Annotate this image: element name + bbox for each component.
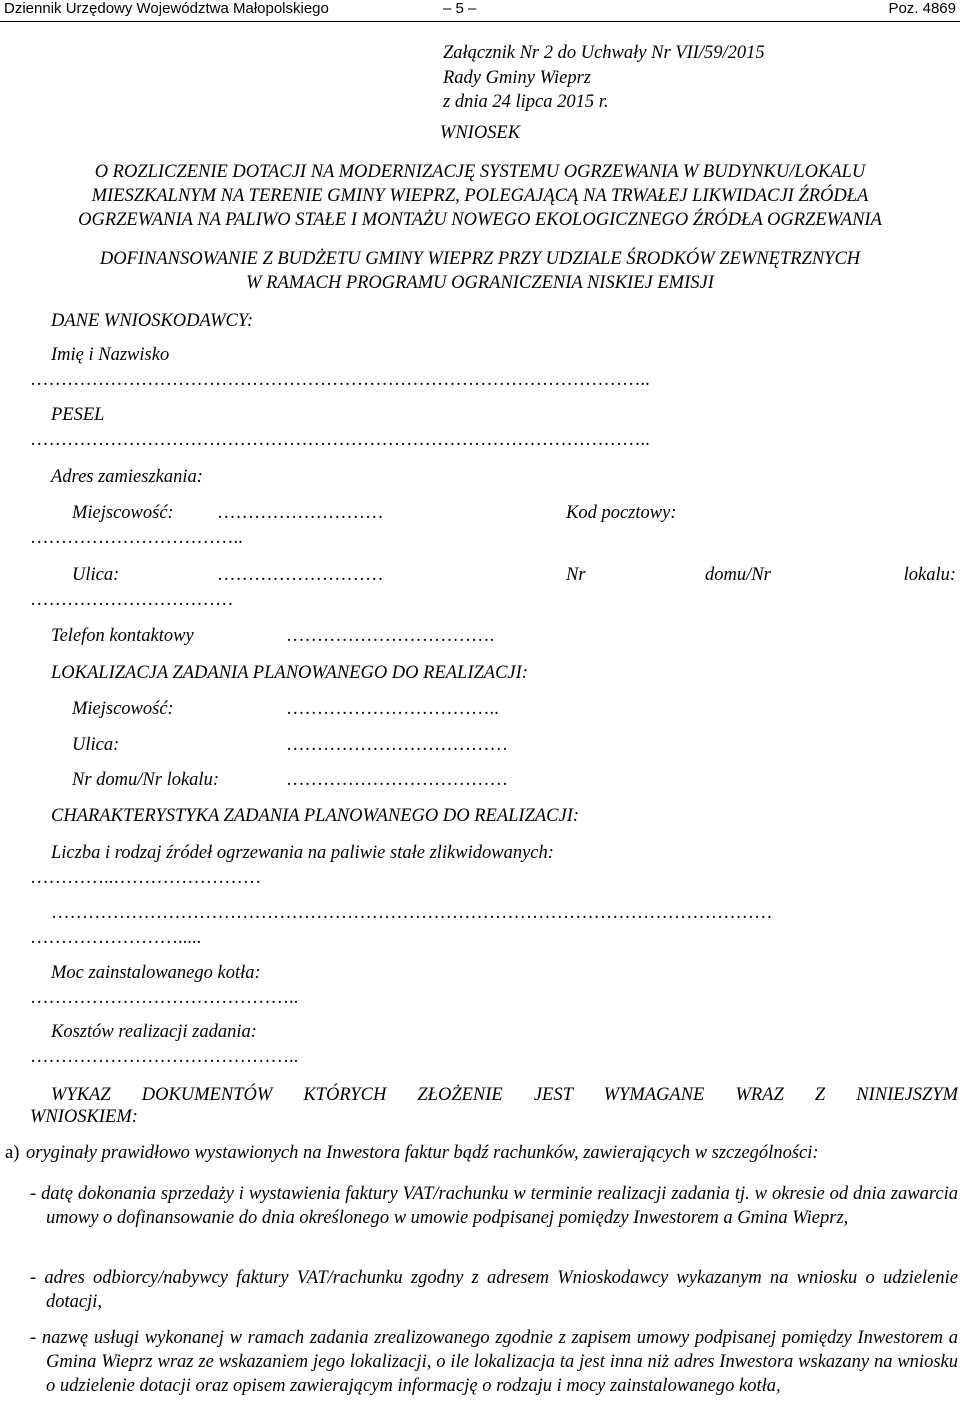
location-house-label: Nr domu/Nr lokalu: [72, 770, 219, 790]
house-nr-label-lokalu: lokalu: [903, 565, 956, 585]
name-field[interactable]: ……………………………………………………………………………………….. [30, 370, 650, 390]
location-street-field[interactable]: ……………………………… [286, 735, 508, 755]
documents-heading-line-2: WNIOSKIEM: [30, 1107, 138, 1127]
location-city-label: Miejscowość: [72, 699, 174, 719]
pesel-field[interactable]: ……………………………………………………………………………………….. [30, 430, 650, 450]
house-nr-field[interactable]: …………………………… [30, 590, 234, 610]
cost-label: Kosztów realizacji zadania: [51, 1022, 257, 1042]
document-requirement-2-text: - adres odbiorcy/nabywcy faktury VAT/rachunku zgodny z adresem Wnioskodawcy wykazanym na wniosku o udzielenie dotacji, [30, 1268, 958, 1312]
header-divider [0, 21, 960, 22]
location-house-field[interactable]: ……………………………… [286, 770, 508, 790]
phone-field[interactable]: ……………………………. [286, 626, 495, 646]
city-field[interactable]: ……………………… [217, 503, 384, 523]
address-label: Adres zamieszkania: [51, 467, 203, 487]
heat-sources-label: Liczba i rodzaj źródeł ogrzewania na paliwie stałe zlikwidowanych: [51, 843, 554, 863]
applicant-heading: DANE WNIOSKODAWCY: [51, 311, 254, 331]
cost-field[interactable]: …………………………………….. [30, 1047, 299, 1067]
house-nr-label-nr: Nr [566, 565, 586, 585]
documents-heading-line-1: WYKAZ DOKUMENTÓW KTÓRYCH ZŁOŻENIE JEST WYMAGANE WRAZ Z NINIEJSZYM [51, 1085, 958, 1105]
item-a-marker: a) [5, 1143, 20, 1163]
document-requirement-1-text: - datę dokonania sprzedaży i wystawienia faktury VAT/rachunku w terminie realizacji zadania tj. w okresie od dnia zawarcia umowy o dofinansowanie do dnia określonego w umowie podpisanej pomiędzy Inwestorem a Gmina Wieprz, [30, 1184, 958, 1228]
document-requirement-2 [30, 1266, 958, 1314]
location-street-label: Ulica: [72, 735, 120, 755]
journal-title: Dziennik Urzędowy Województwa Małopolskiego [4, 0, 329, 17]
title-line-5: W RAMACH PROGRAMU OGRANICZENIA NISKIEJ EMISJI [246, 273, 714, 293]
document-requirement-1 [30, 1182, 958, 1230]
street-field[interactable]: ……………………… [217, 565, 384, 585]
boiler-power-field[interactable]: …………………………………….. [30, 988, 299, 1008]
annex-line-1: Załącznik Nr 2 do Uchwały Nr VII/59/2015 [443, 43, 765, 63]
title-line-4: DOFINANSOWANIE Z BUDŻETU GMINY WIEPRZ PRZY UDZIALE ŚRODKÓW ZEWNĘTRZNYCH [99, 249, 861, 269]
title-line-3: OGRZEWANIA NA PALIWO STAŁE I MONTAŻU NOWEGO EKOLOGICZNEGO ŹRÓDŁA OGRZEWANIA [78, 210, 882, 230]
page-header [0, 0, 960, 20]
location-heading: LOKALIZACJA ZADANIA PLANOWANEGO DO REALIZACJI: [51, 663, 528, 683]
street-label: Ulica: [72, 565, 120, 585]
document-title: WNIOSEK [439, 123, 521, 143]
title-line-2: MIESZKALNYM NA TERENIE GMINY WIEPRZ, POLEGAJĄCĄ NA TRWAŁEJ LIKWIDACJI ŹRÓDŁA [91, 186, 869, 206]
boiler-power-label: Moc zainstalowanego kotła: [51, 963, 261, 983]
annex-line-3: z dnia 24 lipca 2015 r. [443, 92, 609, 112]
location-city-field[interactable]: …………………………….. [286, 699, 499, 719]
city-label: Miejscowość: [72, 503, 174, 523]
document-requirement-3-text: - nazwę usługi wykonanej w ramach zadania zrealizowanego zgodnie z zapisem umowy podpisanej pomiędzy Inwestorem a Gmina Wieprz wraz ze wskazaniem jego lokalizacji, o ile lokalizacja ta jest inna niż adres Inwestora wskazany na wniosku o udzielenie dotacji oraz opisem zawierającym informację o rodzaju i mocy zainstalowanego kotła, [30, 1328, 958, 1396]
phone-label: Telefon kontaktowy [51, 626, 194, 646]
heat-sources-field-2[interactable]: ……………………………………………………………………………………………………… [51, 903, 773, 923]
name-label: Imię i Nazwisko [51, 345, 170, 365]
pesel-label: PESEL [51, 405, 105, 425]
characteristics-heading: CHARAKTERYSTYKA ZADANIA PLANOWANEGO DO REALIZACJI: [51, 806, 580, 826]
annex-line-2: Rady Gminy Wieprz [443, 68, 591, 88]
heat-sources-field-1[interactable]: …………..…………………… [30, 868, 262, 888]
page-number: – 5 – [443, 0, 477, 17]
heat-sources-field-3[interactable]: ……………………..... [30, 928, 202, 948]
postal-code-field[interactable]: …………………………….. [30, 528, 243, 548]
position-number: Poz. 4869 [888, 0, 956, 17]
item-a-text: oryginały prawidłowo wystawionych na Inwestora faktur bądź rachunków, zawierających w szczególności: [26, 1143, 819, 1163]
postal-code-label: Kod pocztowy: [566, 503, 677, 523]
document-requirement-3 [30, 1326, 958, 1398]
house-nr-label-domu: domu/Nr [705, 565, 771, 585]
title-line-1: O ROZLICZENIE DOTACJI NA MODERNIZACJĘ SYSTEMU OGRZEWANIA W BUDYNKU/LOKALU [94, 162, 866, 182]
